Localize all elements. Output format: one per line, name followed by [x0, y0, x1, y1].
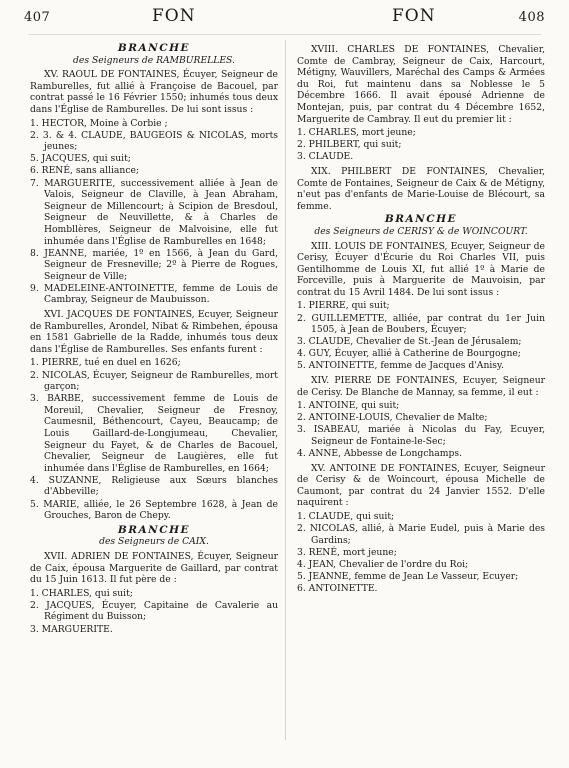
- children-list: [30, 357, 278, 521]
- children-list: [30, 588, 278, 635]
- list-item: 4. ANNE, Abbesse de Longchamps.: [297, 448, 463, 460]
- genealogy-paragraph: XV. RAOUL DE FONTAINES, Écuyer, Seigneur de Ramburelles, fut allié à Françoise de Bacouel, par contrat passé le 16 Février 1550; inhumés tous deux dans l'Église de Ramburelles. De lui sont issus :: [30, 69, 278, 115]
- list-item: 2. NICOLAS, allié, à Marie Eudel, puis à Marie des Gardins;: [297, 523, 545, 546]
- branch-heading: BRANCHE: [384, 213, 458, 226]
- right-running-title: FON: [392, 6, 436, 26]
- list-item: 3. ISABEAU, mariée à Nicolas du Fay, Ecuyer, Seigneur de Fontaine-le-Sec;: [297, 424, 545, 447]
- genealogy-paragraph: XIII. LOUIS DE FONTAINES, Ecuyer, Seigneur de Cerisy, Écuyer d'Écurie du Roi Charles VII, puis Gentilhomme de Louis XI, fut allié 1º à Marie de Forceville, puis à Marguerite de Mauvoisin, par contrat du 15 Avril 1484. De lui sont issus :: [297, 240, 545, 298]
- list-item: 3. CLAUDE, Chevalier de St.-Jean de Jérusalem;: [297, 336, 522, 348]
- list-item: 2. 3. & 4. CLAUDE, BAUGEOIS & NICOLAS, morts jeunes;: [30, 129, 278, 153]
- left-page-number: 407: [24, 10, 51, 25]
- list-item: 5. ANTOINETTE, femme de Jacques d'Anisy.: [297, 360, 504, 372]
- section: [297, 463, 545, 595]
- branch-subheading: des Seigneurs de CAIX.: [99, 536, 209, 548]
- list-item: 2. JACQUES, Écuyer, Capitaine de Cavalerie au Régiment du Buisson;: [30, 599, 278, 623]
- page-header: [0, 4, 569, 34]
- list-item: 1. CHARLES, mort jeune;: [297, 127, 416, 139]
- list-item: 3. MARGUERITE.: [30, 623, 113, 635]
- list-item: 7. MARGUERITE, successivement alliée à Jean de Valois, Seigneur de Claville, à Jean Abraham, Seigneur de Millencourt; à Scipion de Bresdoul, Seigneur de Neuvillette, & à Charles de Hombllères, Seigneur de Malvoisine, elle fut inhumée dans l'Église de Ramburelles en 1648;: [30, 177, 278, 247]
- genealogy-paragraph: XVIII. CHARLES DE FONTAINES, Chevalier, Comte de Cambray, Seigneur de Caix, Harcourt, Métigny, Wauvillers, Maréchal des Camps & Armées du Roi, fut maintenu dans sa Noblesse le 5 Décembre 1666. Il avait épousé Adrienne de Montejan, puis, par contrat du 4 Décembre 1652, Marguerite de Cambray. Il eut du premier lit :: [297, 44, 545, 125]
- list-item: 2. GUILLEMETTE, alliée, par contrat du 1er Juin 1505, à Jean de Boubers, Écuyer;: [297, 312, 545, 336]
- list-item: 1. ANTOINE, qui suit;: [297, 400, 400, 412]
- column-divider: [285, 40, 286, 740]
- list-item: 4. SUZANNE, Religieuse aux Sœurs blanches d'Abbeville;: [30, 474, 278, 498]
- section: [297, 375, 545, 460]
- branch-heading: BRANCHE: [117, 42, 191, 54]
- section: [30, 525, 278, 635]
- list-item: 5. MARIE, alliée, le 26 Septembre 1628, à Jean de Grouches, Baron de Chepy.: [30, 498, 278, 522]
- list-item: 4. JEAN, Chevalier de l'ordre du Roi;: [297, 558, 469, 570]
- left-running-title: FON: [152, 6, 196, 26]
- genealogy-paragraph: XVII. ADRIEN DE FONTAINES, Écuyer, Seigneur de Caix, épousa Marguerite de Gaillard, par contrat du 15 Juin 1613. Il fut père de :: [30, 550, 278, 586]
- section: [30, 43, 278, 306]
- list-item: 4. GUY, Écuyer, allié à Catherine de Bourgogne;: [297, 348, 521, 360]
- branch-subheading: des Seigneurs de CERISY & de WOINCOURT.: [314, 225, 528, 237]
- list-item: 1. CHARLES, qui suit;: [30, 587, 133, 599]
- children-list: [30, 118, 278, 307]
- section: [30, 309, 278, 522]
- branch-subheading: des Seigneurs de RAMBURELLES.: [73, 54, 235, 66]
- list-item: 1. PIERRE, tué en duel en 1626;: [30, 357, 181, 369]
- list-item: 3. CLAUDE.: [297, 151, 354, 163]
- genealogy-paragraph: XVI. JACQUES DE FONTAINES, Ecuyer, Seigneur de Ramburelles, Arondel, Nibat & Rimbehen, épousa en 1581 Gabrielle de la Radde, inhumés tous deux dans l'Église de Ramburelles. Ses enfants furent :: [30, 309, 278, 355]
- children-list: [297, 127, 545, 163]
- list-item: 3. RENÉ, mort jeune;: [297, 546, 397, 558]
- children-list: [297, 511, 545, 595]
- list-item: 8. JEANNE, mariée, 1º en 1566, à Jean du Gard, Seigneur de Fresneville; 2º à Pierre de Rogues, Seigneur de Ville;: [30, 247, 278, 282]
- right-column: [297, 42, 545, 598]
- section: [297, 44, 545, 163]
- list-item: 3. BARBE, successivement femme de Louis de Moreuil, Chevalier, Seigneur de Fresnoy, Caumesnil, Béthencourt, Cayeu, Beaucamp; de Louis Gaillard-de-Longjumeau, Chevalier, Seigneur du Fayet, & de Charles de Bacouel, Chevalier, Seigneur de Laugières, elle fut inhumée dans l'Église de Ramburelles, en 1664;: [30, 393, 278, 474]
- list-item: 9. MADELEINE-ANTOINETTE, femme de Louis de Cambray, Seigneur de Maubuisson.: [30, 282, 278, 306]
- list-item: 6. RENÉ, sans alliance;: [30, 165, 140, 177]
- list-item: 2. NICOLAS, Écuyer, Seigneur de Ramburelles, mort garçon;: [30, 369, 278, 393]
- list-item: 1. HECTOR, Moine à Corbie ;: [30, 117, 168, 129]
- left-column: [30, 42, 278, 638]
- list-item: 6. ANTOINETTE.: [297, 583, 378, 595]
- genealogy-paragraph: XV. ANTOINE DE FONTAINES, Ecuyer, Seigneur de Cerisy & de Woincourt, épousa Michelle de Caumont, par contrat du 24 Janvier 1552. D'elle naquirent :: [297, 462, 545, 509]
- branch-heading: BRANCHE: [117, 523, 191, 536]
- section: [297, 166, 545, 212]
- list-item: 1. PIERRE, qui suit;: [297, 300, 390, 312]
- header-rule: [28, 34, 541, 35]
- list-item: 2. PHILBERT, qui suit;: [297, 139, 402, 151]
- genealogy-paragraph: XIV. PIERRE DE FONTAINES, Ecuyer, Seigneur de Cerisy. De Blanche de Mannay, sa femme, il eut :: [297, 375, 545, 398]
- genealogy-paragraph: XIX. PHILBERT DE FONTAINES, Chevalier, Comte de Fontaines, Seigneur de Caix & de Métigny, n'eut pas d'enfants de Marie-Louise de Blécourt, sa femme.: [297, 165, 545, 212]
- list-item: 5. JACQUES, qui suit;: [30, 153, 131, 165]
- section: [297, 214, 545, 372]
- right-page-number: 408: [518, 10, 545, 25]
- list-item: 1. CLAUDE, qui suit;: [297, 511, 395, 523]
- children-list: [297, 400, 545, 459]
- children-list: [297, 300, 545, 372]
- list-item: 5. JEANNE, femme de Jean Le Vasseur, Ecuyer;: [297, 571, 519, 583]
- list-item: 2. ANTOINE-LOUIS, Chevalier de Malte;: [297, 412, 488, 424]
